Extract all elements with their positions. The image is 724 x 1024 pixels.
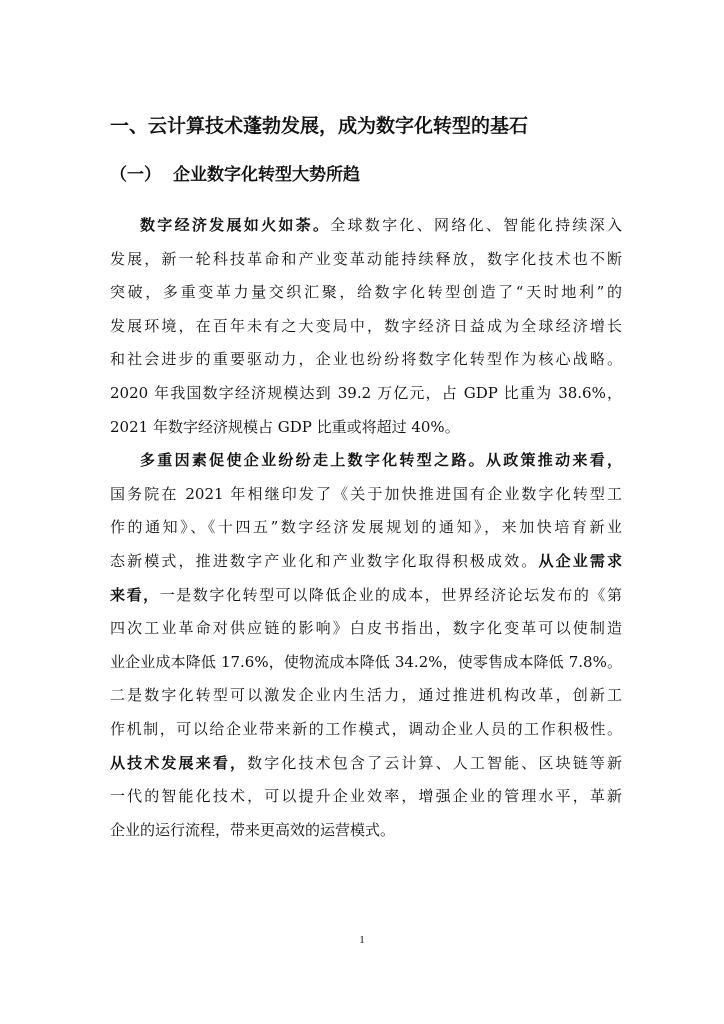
bold-text: 从企业需求 [538, 551, 622, 570]
body-text-span: 2021 年数字经济规模占 GDP 比重或将超过 40%。 [110, 417, 460, 436]
body-text-span: 数字化技术包含了云计算、人工智能、区块链等新 [247, 753, 622, 772]
bold-text: 数字经济发展如火如荼。 [140, 216, 331, 234]
subsection-title: 企业数字化转型大势所趋 [173, 165, 360, 185]
body-text-span: 企业的运行流程，带来更高效的运营模式。 [110, 820, 396, 839]
body-text-span: 突破，多重变革力量交织汇聚，给数字化转型创造了“天时地利”的 [110, 283, 622, 302]
body-text-span: 全球数字化、网络化、智能化持续深入 [330, 216, 622, 234]
text-line [110, 780, 622, 814]
text-line [110, 747, 622, 781]
bold-text: 多重因素促使企业纷纷走上数字化转型之路。从政策推动来看， [140, 451, 622, 470]
text-line [110, 209, 622, 243]
text-line [110, 814, 622, 848]
body-text-span: 发展，新一轮科技革命和产业变革动能持续释放，数字化技术也不断 [110, 249, 622, 268]
body-text-span: 二是数字化转型可以激发企业内生活力，通过推进机构改革，创新工 [110, 686, 622, 705]
bold-text: 来看， [110, 585, 160, 604]
text-line [110, 545, 622, 579]
text-line [110, 679, 622, 713]
body-text-span: 一是数字化转型可以降低企业的成本，世界经济论坛发布的《第 [159, 585, 622, 604]
section-heading: 一、云计算技术蓬勃发展，成为数字化转型的基石 [110, 115, 529, 137]
text-line [110, 511, 622, 545]
body-text-span: 国务院在 2021 年相继印发了《关于加快推进国有企业数字化转型工 [110, 484, 622, 503]
subsection-heading [110, 162, 630, 188]
text-line [110, 310, 622, 344]
text-line [110, 612, 622, 646]
body-text-span: 作的通知》、《十四五”数字经济发展规划的通知》，来加快培育新业 [110, 518, 622, 537]
text-line [110, 713, 622, 747]
text-line [110, 411, 622, 445]
body-text-span: 业企业成本降低 17.6%，使物流成本降低 34.2%，使零售成本降低 7.8%。 [110, 652, 622, 671]
page-number: 1 [359, 934, 365, 946]
body-text-span: 态新模式，推进数字产业化和产业数字化取得积极成效。 [110, 551, 539, 570]
body-text-span: 作机制，可以给企业带来新的工作模式，调动企业人员的工作积极性。 [110, 719, 622, 738]
text-line [110, 478, 622, 512]
body-text [110, 209, 622, 847]
subsection-number: （一） [110, 165, 161, 185]
body-text-span: 四次工业革命对供应链的影响》白皮书指出，数字化变革可以使制造 [110, 619, 622, 638]
text-line [110, 276, 622, 310]
bold-text: 从技术发展来看， [110, 753, 248, 772]
body-text-span: 一代的智能化技术，可以提升企业效率，增强企业的管理水平，革新 [110, 787, 622, 806]
body-text-span: 发展环境，在百年未有之大变局中，数字经济日益成为全球经济增长 [110, 316, 622, 335]
body-text-span: 和社会进步的重要驱动力，企业也纷纷将数字化转型作为核心战略。 [110, 350, 622, 369]
text-line [110, 444, 622, 478]
text-line [110, 243, 622, 277]
text-line [110, 646, 622, 680]
text-line [110, 377, 622, 411]
text-line [110, 343, 622, 377]
text-line [110, 579, 622, 613]
body-text-span: 2020 年我国数字经济规模达到 39.2 万亿元，占 GDP 比重为 38.6%， [110, 383, 622, 402]
